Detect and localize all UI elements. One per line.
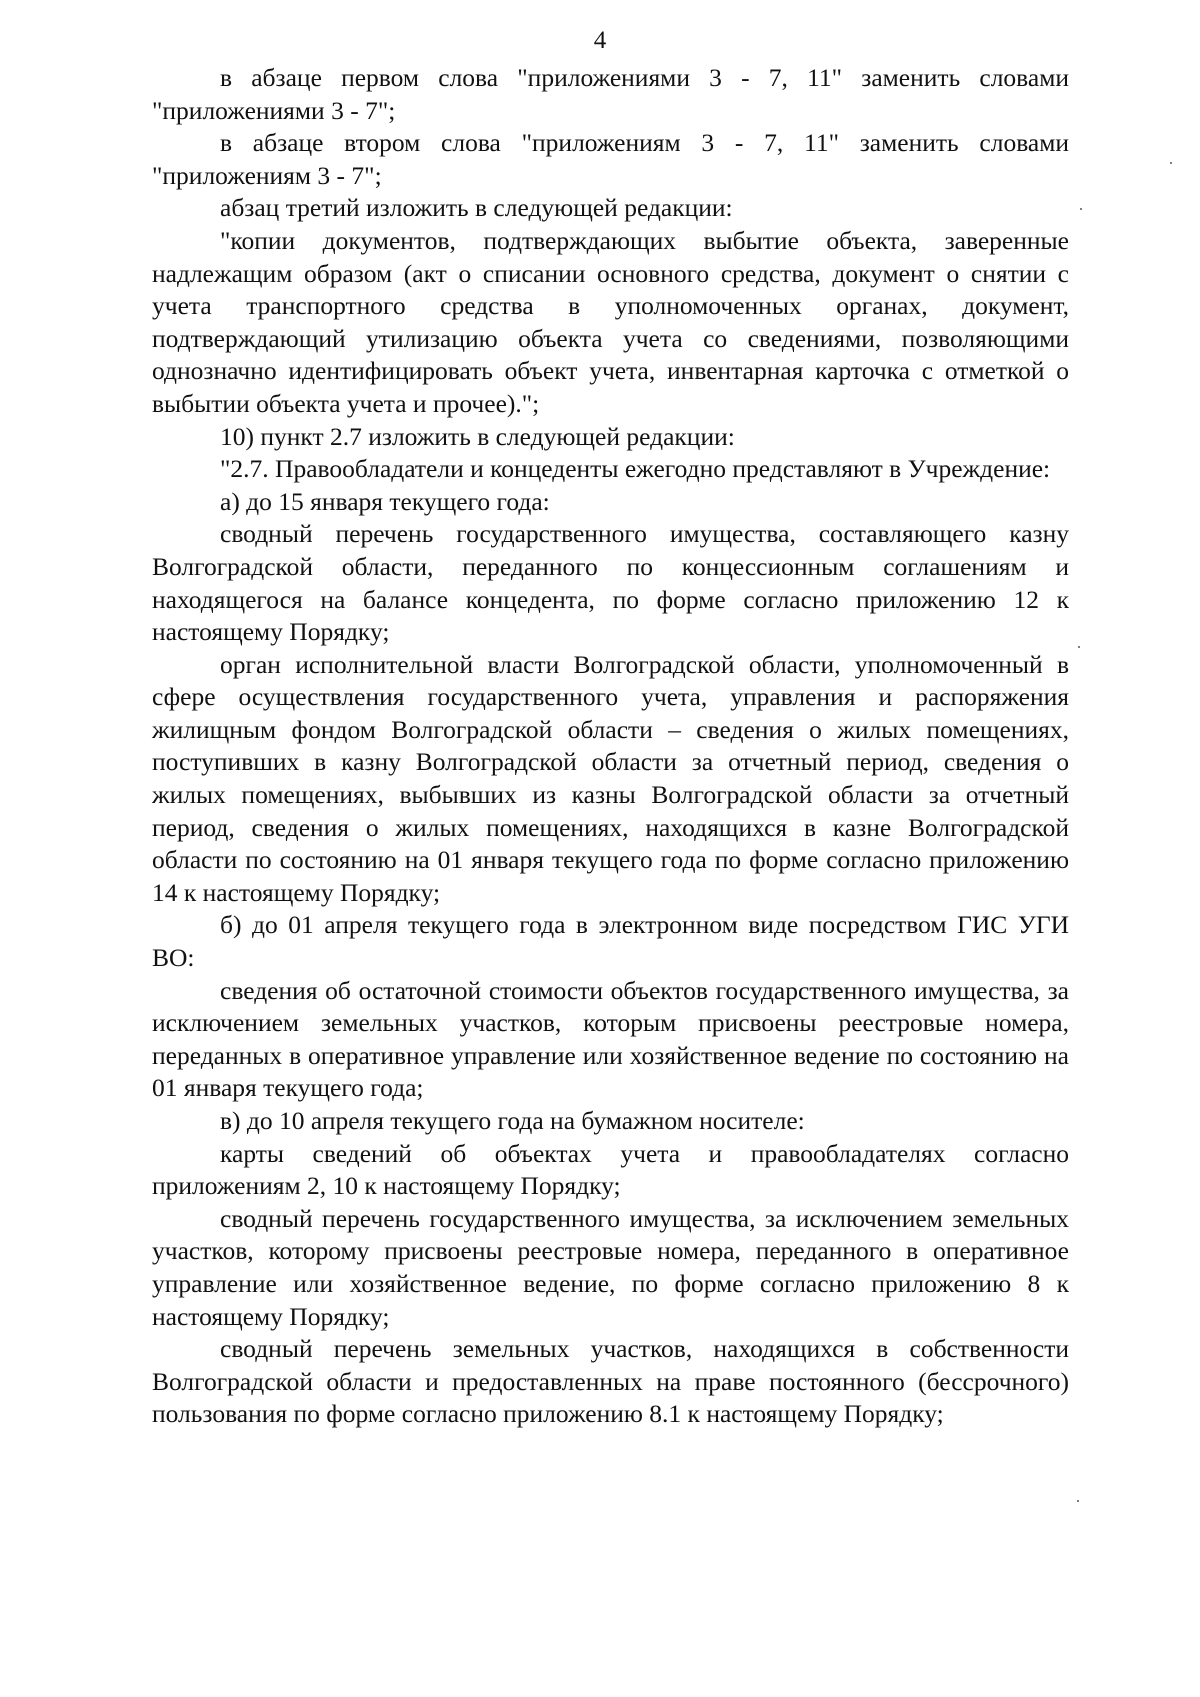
paragraph: в абзаце втором слова "приложениям 3 - 7, 11" заменить словами "приложениям 3 - 7";	[152, 128, 1069, 190]
paragraph: сводный перечень земельных участков, находящихся в собственности Волгоградской области и предоставленных на праве постоянного (бессрочного) пользования по форме согласно приложению 8.1 к настоящему Порядку;	[152, 1334, 1069, 1429]
paragraph: сводный перечень государственного имущества, составляющего казну Волгоградской области, переданного по концессионным соглашениям и находящегося на балансе концедента, по форме согласно приложению 12 к настоящему Порядку;	[152, 519, 1069, 647]
paragraph: орган исполнительной власти Волгоградской области, уполномоченный в сфере осуществления государственного учета, управления и распоряжения жилищным фондом Волгоградской области – сведения о жилых помещениях, поступивших в казну Волгоградской области за отчетный период, сведения о жилых помещениях, выбывших из казны Волгоградской области за отчетный период, сведения о жилых помещениях, находящихся в казне Волгоградской области по состоянию на 01 января текущего года по форме согласно приложению 14 к настоящему Порядку;	[152, 649, 1069, 907]
paragraph: в абзаце первом слова "приложениями 3 - 7, 11" заменить словами "приложениями 3 - 7";	[152, 63, 1069, 125]
paragraph: "копии документов, подтверждающих выбытие объекта, заверенные надлежащим образом (акт о списании основного средства, документ о снятии с учета транспортного средства в уполномоченных органах, документ, подтверждающий утилизацию объекта учета со сведениями, позволяющими однозначно идентифицировать объект учета, инвентарная карточка с отметкой о выбытии объекта учета и прочее).";	[152, 225, 1069, 418]
scan-speck	[1077, 1500, 1079, 1502]
paragraph: сводный перечень государственного имущества, за исключением земельных участков, которому присвоены реестровые номера, переданного в оперативное управление или хозяйственное ведение, по форме согласно приложению 8 к настоящему Порядку;	[152, 1203, 1069, 1331]
scan-speck	[1078, 646, 1080, 648]
paragraph: "2.7. Правообладатели и концеденты ежегодно представляют в Учреждение:	[220, 454, 1051, 484]
paragraph: 10) пункт 2.7 изложить в следующей редакции:	[220, 421, 735, 451]
paragraph: б) до 01 апреля текущего года в электронном виде посредством ГИС УГИ ВО:	[152, 910, 1069, 973]
paragraph: в) до 10 апреля текущего года на бумажном носителе:	[220, 1106, 805, 1135]
document-body	[152, 62, 1069, 1431]
paragraph: карты сведений об объектах учета и правообладателях согласно приложениям 2, 10 к настоящему Порядку;	[152, 1138, 1069, 1201]
paragraph: а) до 15 января текущего года:	[220, 486, 550, 516]
scan-speck	[1080, 208, 1082, 210]
page-number: 4	[593, 27, 607, 54]
scan-speck	[1170, 162, 1172, 164]
paragraph: сведения об остаточной стоимости объектов государственного имущества, за исключением земельных участков, которым присвоены реестровые номера, переданных в оперативное управление или хозяйственное ведение по состоянию на 01 января текущего года;	[152, 975, 1069, 1103]
paragraph: абзац третий изложить в следующей редакции:	[220, 193, 733, 223]
